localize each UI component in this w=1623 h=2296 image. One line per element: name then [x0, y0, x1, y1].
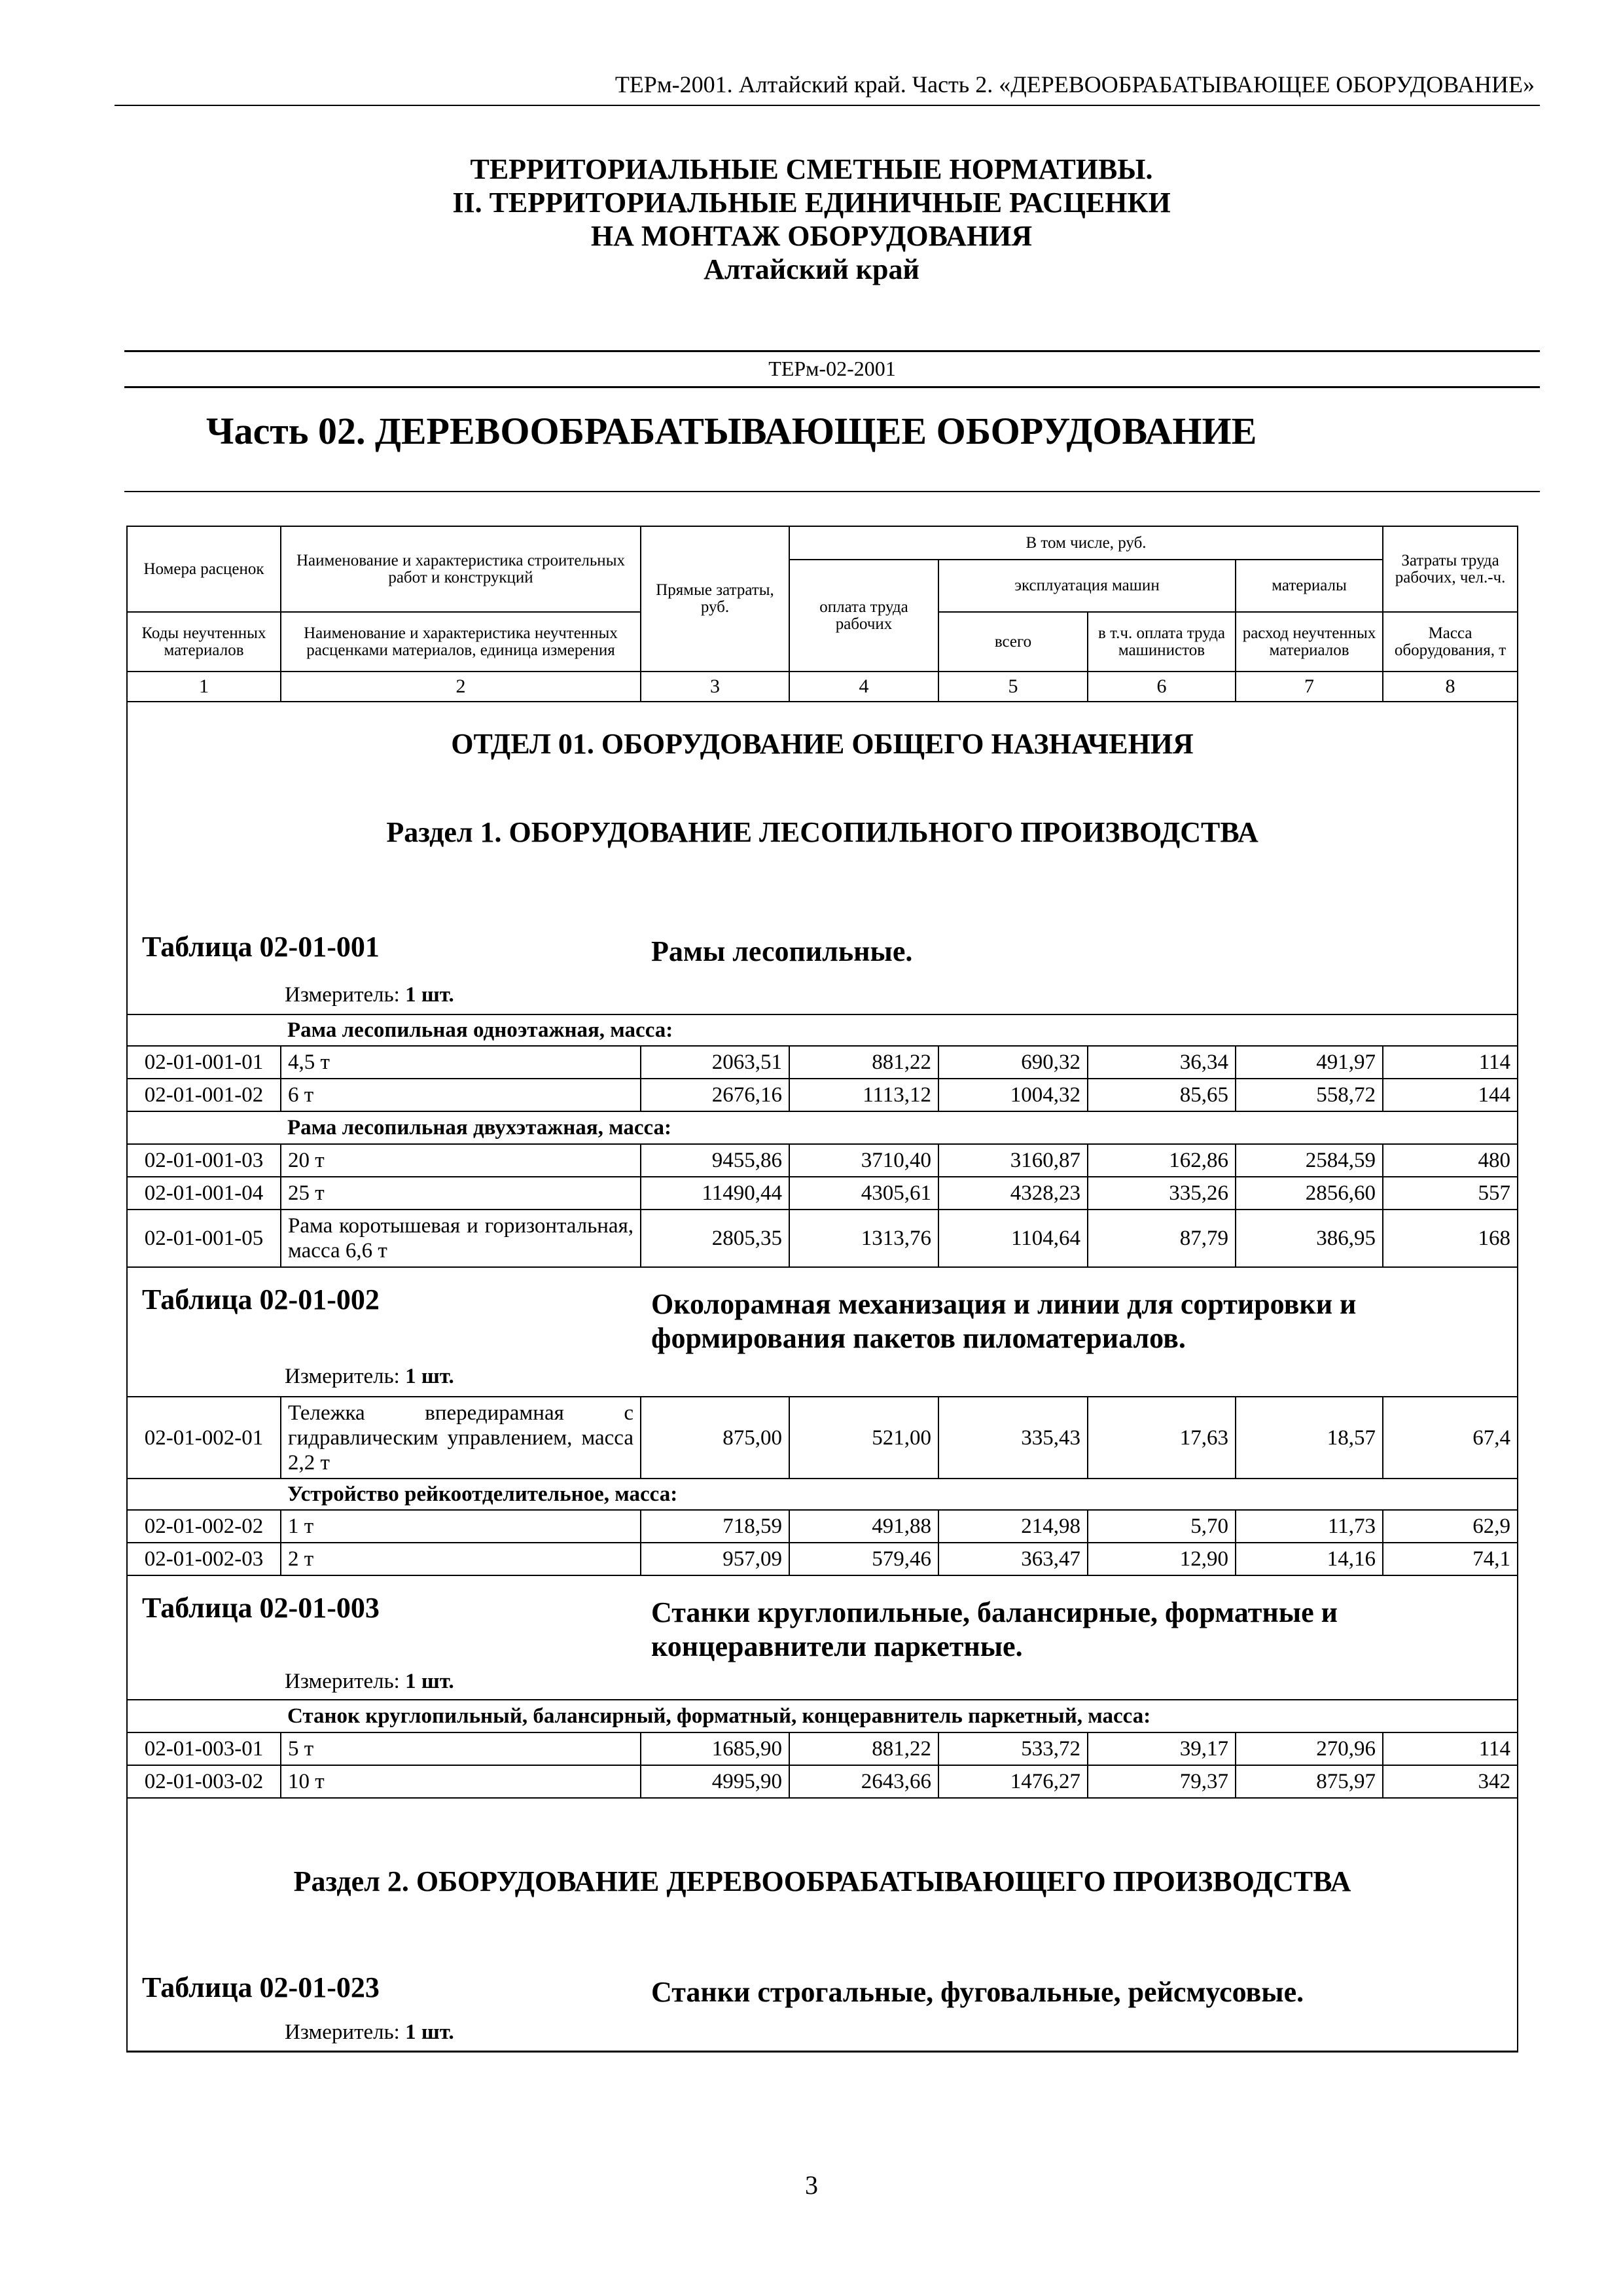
rate-code: 02-01-001-02 [127, 1079, 281, 1111]
materials: 270,96 [1236, 1732, 1383, 1765]
wages: 1113,12 [789, 1079, 938, 1111]
table-row [127, 1144, 1518, 1177]
direct-cost: 1685,90 [641, 1732, 789, 1765]
table-row [127, 1210, 1518, 1267]
machines-total: 3160,87 [938, 1144, 1088, 1177]
hdr-num: 6 [1088, 672, 1236, 702]
direct-cost: 4995,90 [641, 1765, 789, 1798]
hdr-num: 2 [281, 672, 641, 702]
direct-cost: 957,09 [641, 1543, 789, 1575]
table-4-meter [285, 2020, 454, 2045]
machines-total: 214,98 [938, 1510, 1088, 1543]
department-title: ОТДЕЛ 01. ОБОРУДОВАНИЕ ОБЩЕГО НАЗНАЧЕНИЯ [451, 728, 1194, 760]
table-2-name: Околорамная механизация и линии для сортировки и формирования пакетов пиломатериалов. [651, 1288, 1357, 1354]
labor: 114 [1383, 1732, 1518, 1765]
table-row [127, 1543, 1518, 1575]
rate-name: 20 т [281, 1144, 641, 1177]
hdr-material-codes: Коды неучтенных материалов [127, 612, 281, 672]
hdr-num: 5 [938, 672, 1088, 702]
rate-name: Тележка впередирамная с гидравлическим управлением, масса 2,2 т [281, 1397, 641, 1479]
table-1-meter [285, 982, 454, 1007]
hdr-num: 7 [1236, 672, 1383, 702]
rate-code: 02-01-001-04 [127, 1177, 281, 1210]
hdr-num: 4 [789, 672, 938, 702]
hdr-including: В том числе, руб. [789, 526, 1383, 560]
wages: 881,22 [789, 1732, 938, 1765]
hdr-num: 3 [641, 672, 789, 702]
drivers-wages: 17,63 [1088, 1397, 1236, 1479]
hdr-direct-costs: Прямые затраты, руб. [641, 526, 789, 672]
table-1-group-1: Рама лесопильная одноэтажная, масса: [281, 1014, 1518, 1046]
hdr-num: 1 [127, 672, 281, 702]
rate-name: 4,5 т [281, 1046, 641, 1079]
meter-label: Измеритель: [285, 1365, 400, 1388]
wages: 2643,66 [789, 1765, 938, 1798]
rate-code: 02-01-003-02 [127, 1765, 281, 1798]
table-row [127, 1397, 1518, 1479]
labor: 557 [1383, 1177, 1518, 1210]
table-row [127, 1079, 1518, 1111]
table-1-code: Таблица 02-01-001 [142, 931, 380, 963]
meter-value: 1 шт. [405, 2020, 454, 2044]
wages: 521,00 [789, 1397, 938, 1479]
direct-cost: 875,00 [641, 1397, 789, 1479]
table-row [127, 1177, 1518, 1210]
meter-label: Измеритель: [285, 983, 400, 1007]
labor: 480 [1383, 1144, 1518, 1177]
rate-name: 2 т [281, 1543, 641, 1575]
hdr-material-names: Наименование и характеристика неучтенных расценками материалов, единица измерения [281, 612, 641, 672]
rate-code: 02-01-001-05 [127, 1210, 281, 1267]
hdr-machines: эксплуатация машин [938, 560, 1236, 612]
direct-cost: 2063,51 [641, 1046, 789, 1079]
machines-total: 1476,27 [938, 1765, 1088, 1798]
machines-total: 335,43 [938, 1397, 1088, 1479]
rate-name: 1 т [281, 1510, 641, 1543]
doc-title-line1: ТЕРРИТОРИАЛЬНЫЕ СМЕТНЫЕ НОРМАТИВЫ. [470, 153, 1153, 185]
drivers-wages: 5,70 [1088, 1510, 1236, 1543]
materials: 18,57 [1236, 1397, 1383, 1479]
hdr-wages: оплата труда рабочих [789, 560, 938, 672]
rate-code: 02-01-003-01 [127, 1732, 281, 1765]
rate-code: 02-01-001-01 [127, 1046, 281, 1079]
materials: 875,97 [1236, 1765, 1383, 1798]
labor: 67,4 [1383, 1397, 1518, 1479]
hdr-machines-total: всего [938, 612, 1088, 672]
rate-name: 5 т [281, 1732, 641, 1765]
hdr-num: 8 [1383, 672, 1518, 702]
drivers-wages: 85,65 [1088, 1079, 1236, 1111]
table-3-meter [285, 1669, 454, 1694]
drivers-wages: 12,90 [1088, 1543, 1236, 1575]
hdr-mass: Масса оборудования, т [1383, 612, 1518, 672]
materials: 14,16 [1236, 1543, 1383, 1575]
machines-total: 533,72 [938, 1732, 1088, 1765]
table-3-name: Станки круглопильные, балансирные, форматные и концеравнители паркетные. [651, 1596, 1338, 1662]
running-header: ТЕРм-2001. Алтайский край. Часть 2. «ДЕРЕВООБРАБАТЫВАЮЩЕЕ ОБОРУДОВАНИЕ» [615, 71, 1535, 98]
rate-name: 6 т [281, 1079, 641, 1111]
meter-value: 1 шт. [405, 983, 454, 1007]
rates-table [126, 526, 1518, 2053]
rate-name: Рама коротышевая и горизонтальная, масса 6,6 т [281, 1210, 641, 1267]
doc-title-region: Алтайский край [704, 253, 919, 285]
meter-value: 1 шт. [405, 1670, 454, 1693]
rate-name: 25 т [281, 1177, 641, 1210]
rule-bottom [124, 491, 1540, 492]
table-row [127, 1765, 1518, 1798]
hdr-rate-numbers: Номера расценок [127, 526, 281, 612]
table-3-code: Таблица 02-01-003 [142, 1592, 380, 1624]
wages: 1313,76 [789, 1210, 938, 1267]
drivers-wages: 36,34 [1088, 1046, 1236, 1079]
part-title: Часть 02. ДЕРЕВООБРАБАТЫВАЮЩЕЕ ОБОРУДОВАНИЕ [206, 410, 1257, 452]
meter-value: 1 шт. [405, 1365, 454, 1388]
page-number: 3 [805, 2170, 818, 2200]
drivers-wages: 79,37 [1088, 1765, 1236, 1798]
table-4-name: Станки строгальные, фуговальные, рейсмусовые. [651, 1976, 1304, 2008]
direct-cost: 718,59 [641, 1510, 789, 1543]
rate-name: 10 т [281, 1765, 641, 1798]
hdr-labor-cost: Затраты труда рабочих, чел.-ч. [1383, 526, 1518, 612]
labor: 74,1 [1383, 1543, 1518, 1575]
table-2-code: Таблица 02-01-002 [142, 1283, 380, 1316]
meter-label: Измеритель: [285, 1670, 400, 1693]
rate-code: 02-01-001-03 [127, 1144, 281, 1177]
wages: 3710,40 [789, 1144, 938, 1177]
direct-cost: 2676,16 [641, 1079, 789, 1111]
table-row [127, 1046, 1518, 1079]
meter-label: Измеритель: [285, 2020, 400, 2044]
table-row [127, 1510, 1518, 1543]
doc-code: ТЕРм-02-2001 [768, 357, 896, 380]
materials: 2856,60 [1236, 1177, 1383, 1210]
materials: 491,97 [1236, 1046, 1383, 1079]
labor: 342 [1383, 1765, 1518, 1798]
hdr-drivers-wages: в т.ч. оплата труда машинистов [1088, 612, 1236, 672]
machines-total: 1104,64 [938, 1210, 1088, 1267]
table-2-group-1: Устройство рейкоотделительное, масса: [281, 1479, 1518, 1510]
hdr-materials: материалы [1236, 560, 1383, 612]
materials: 2584,59 [1236, 1144, 1383, 1177]
section-1-title: Раздел 1. ОБОРУДОВАНИЕ ЛЕСОПИЛЬНОГО ПРОИЗВОДСТВА [386, 816, 1258, 848]
materials: 558,72 [1236, 1079, 1383, 1111]
drivers-wages: 162,86 [1088, 1144, 1236, 1177]
table-row [127, 1732, 1518, 1765]
wages: 579,46 [789, 1543, 938, 1575]
direct-cost: 11490,44 [641, 1177, 789, 1210]
wages: 881,22 [789, 1046, 938, 1079]
labor: 144 [1383, 1079, 1518, 1111]
drivers-wages: 335,26 [1088, 1177, 1236, 1210]
labor: 62,9 [1383, 1510, 1518, 1543]
drivers-wages: 39,17 [1088, 1732, 1236, 1765]
header-rule [115, 105, 1540, 106]
direct-cost: 9455,86 [641, 1144, 789, 1177]
rule-top [124, 350, 1540, 352]
materials: 11,73 [1236, 1510, 1383, 1543]
table-1-name: Рамы лесопильные. [651, 935, 913, 967]
labor: 168 [1383, 1210, 1518, 1267]
wages: 4305,61 [789, 1177, 938, 1210]
rate-code: 02-01-002-03 [127, 1543, 281, 1575]
doc-title-line2: II. ТЕРРИТОРИАЛЬНЫЕ ЕДИНИЧНЫЕ РАСЦЕНКИ [452, 187, 1171, 219]
doc-title-line3: НА МОНТАЖ ОБОРУДОВАНИЯ [590, 220, 1033, 252]
table-3-group-1: Станок круглопильный, балансирный, форматный, концеравнитель паркетный, масса: [281, 1700, 1518, 1732]
rate-code: 02-01-002-01 [127, 1397, 281, 1479]
table-1-group-2: Рама лесопильная двухэтажная, масса: [281, 1111, 1518, 1144]
section-2-title: Раздел 2. ОБОРУДОВАНИЕ ДЕРЕВООБРАБАТЫВАЮЩЕГО ПРОИЗВОДСТВА [293, 1865, 1351, 1897]
hdr-work-name: Наименование и характеристика строительных работ и конструкций [281, 526, 641, 612]
wages: 491,88 [789, 1510, 938, 1543]
rule-middle [124, 386, 1540, 388]
labor: 114 [1383, 1046, 1518, 1079]
drivers-wages: 87,79 [1088, 1210, 1236, 1267]
machines-total: 690,32 [938, 1046, 1088, 1079]
hdr-unaccounted: расход неучтенных материалов [1236, 612, 1383, 672]
table-4-code: Таблица 02-01-023 [142, 1971, 380, 2003]
rate-code: 02-01-002-02 [127, 1510, 281, 1543]
machines-total: 1004,32 [938, 1079, 1088, 1111]
machines-total: 4328,23 [938, 1177, 1088, 1210]
materials: 386,95 [1236, 1210, 1383, 1267]
machines-total: 363,47 [938, 1543, 1088, 1575]
direct-cost: 2805,35 [641, 1210, 789, 1267]
table-2-meter [285, 1364, 454, 1389]
